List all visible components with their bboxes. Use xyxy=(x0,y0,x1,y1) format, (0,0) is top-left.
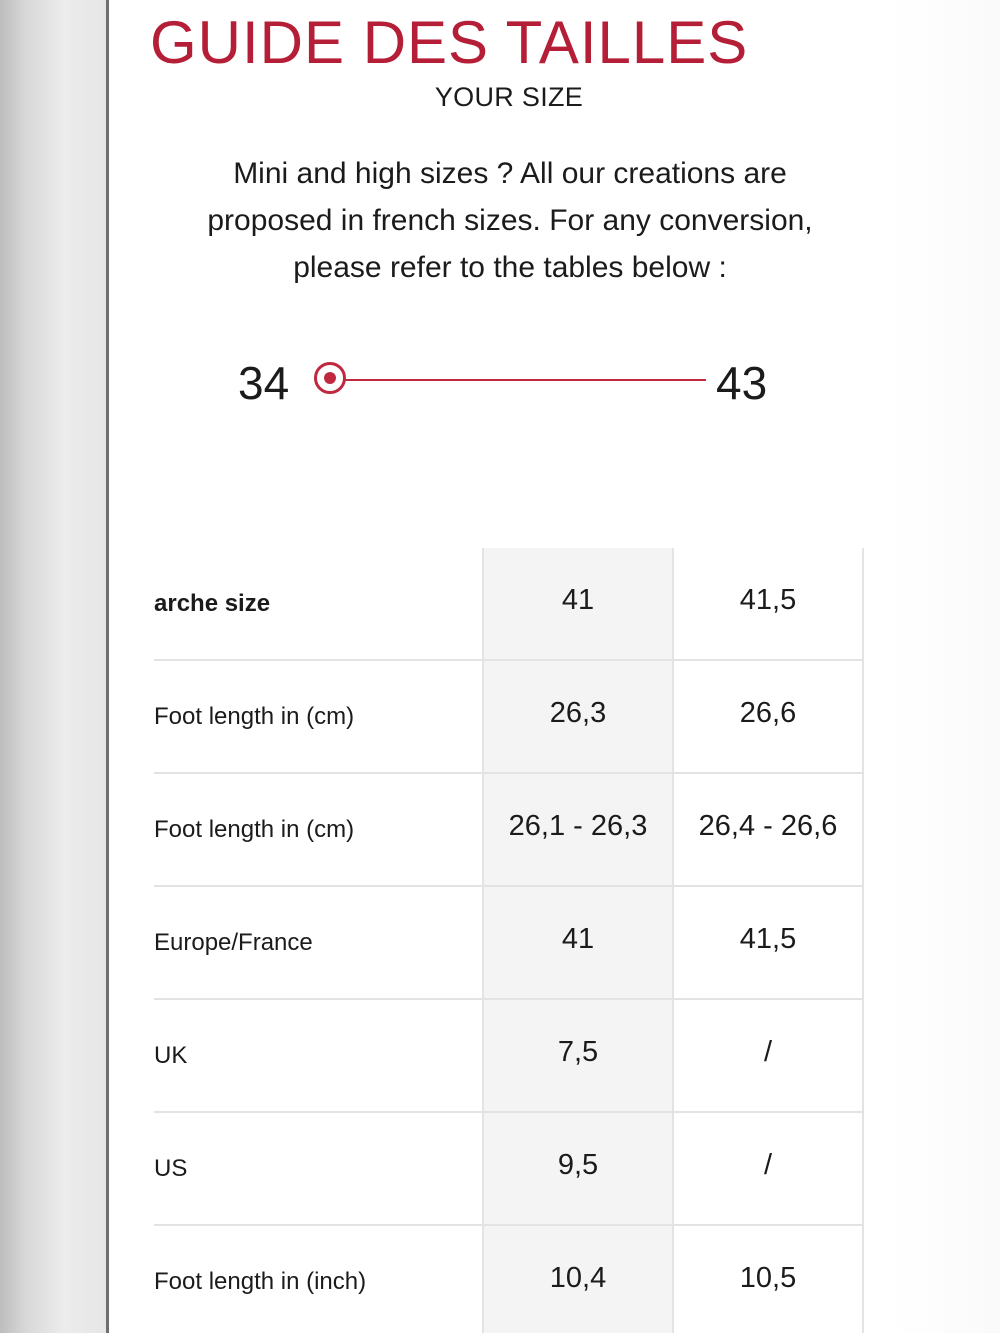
slider-min-label: 34 xyxy=(238,357,290,409)
slider-max-label: 43 xyxy=(716,357,768,409)
table-cell: 26,1 - 26,3 xyxy=(482,774,672,885)
right-margin xyxy=(890,0,1000,1333)
row-label: Europe/France xyxy=(154,929,313,956)
intro-line: proposed in french sizes. For any conversion, xyxy=(207,204,813,237)
table-cell: 41 xyxy=(482,548,672,659)
row-label: US xyxy=(154,1155,188,1182)
table-cell: 26,4 - 26,6 xyxy=(672,774,864,885)
table-cell: / xyxy=(672,1000,864,1111)
table-cell: 10,5 xyxy=(672,1226,864,1333)
table-cell: / xyxy=(672,1113,864,1224)
row-label: Foot length in (cm) xyxy=(154,816,355,843)
row-label: UK xyxy=(154,1042,188,1069)
row-label: Foot length in (cm) xyxy=(154,703,355,730)
size-range-slider[interactable] xyxy=(230,350,790,414)
table-cell: 10,4 xyxy=(482,1226,672,1333)
left-gutter xyxy=(0,0,106,1333)
table-cell: 26,3 xyxy=(482,661,672,772)
intro-line: please refer to the tables below : xyxy=(293,251,727,284)
slider-track[interactable] xyxy=(332,379,706,381)
table-row xyxy=(154,1113,864,1226)
table-cell: 9,5 xyxy=(482,1113,672,1224)
table-row xyxy=(154,887,864,1000)
table-cell: 41,5 xyxy=(672,548,864,659)
row-label: arche size xyxy=(154,590,271,617)
table-cell: 41 xyxy=(482,887,672,998)
table-cell: 41,5 xyxy=(672,887,864,998)
table-row xyxy=(154,1226,864,1333)
intro-line: Mini and high sizes ? All our creations are xyxy=(233,157,787,190)
table-row xyxy=(154,661,864,774)
left-divider xyxy=(106,0,109,1333)
intro-text xyxy=(160,150,860,291)
table-row xyxy=(154,1000,864,1113)
table-row xyxy=(154,774,864,887)
table-cell: 7,5 xyxy=(482,1000,672,1111)
table-cell: 26,6 xyxy=(672,661,864,772)
size-conversion-table xyxy=(154,548,864,1333)
page-subtitle: YOUR SIZE xyxy=(434,82,584,112)
row-label: Foot length in (inch) xyxy=(154,1268,367,1295)
page-title: GUIDE DES TAILLES xyxy=(150,9,749,76)
table-row xyxy=(154,548,864,661)
slider-handle[interactable] xyxy=(314,362,346,394)
